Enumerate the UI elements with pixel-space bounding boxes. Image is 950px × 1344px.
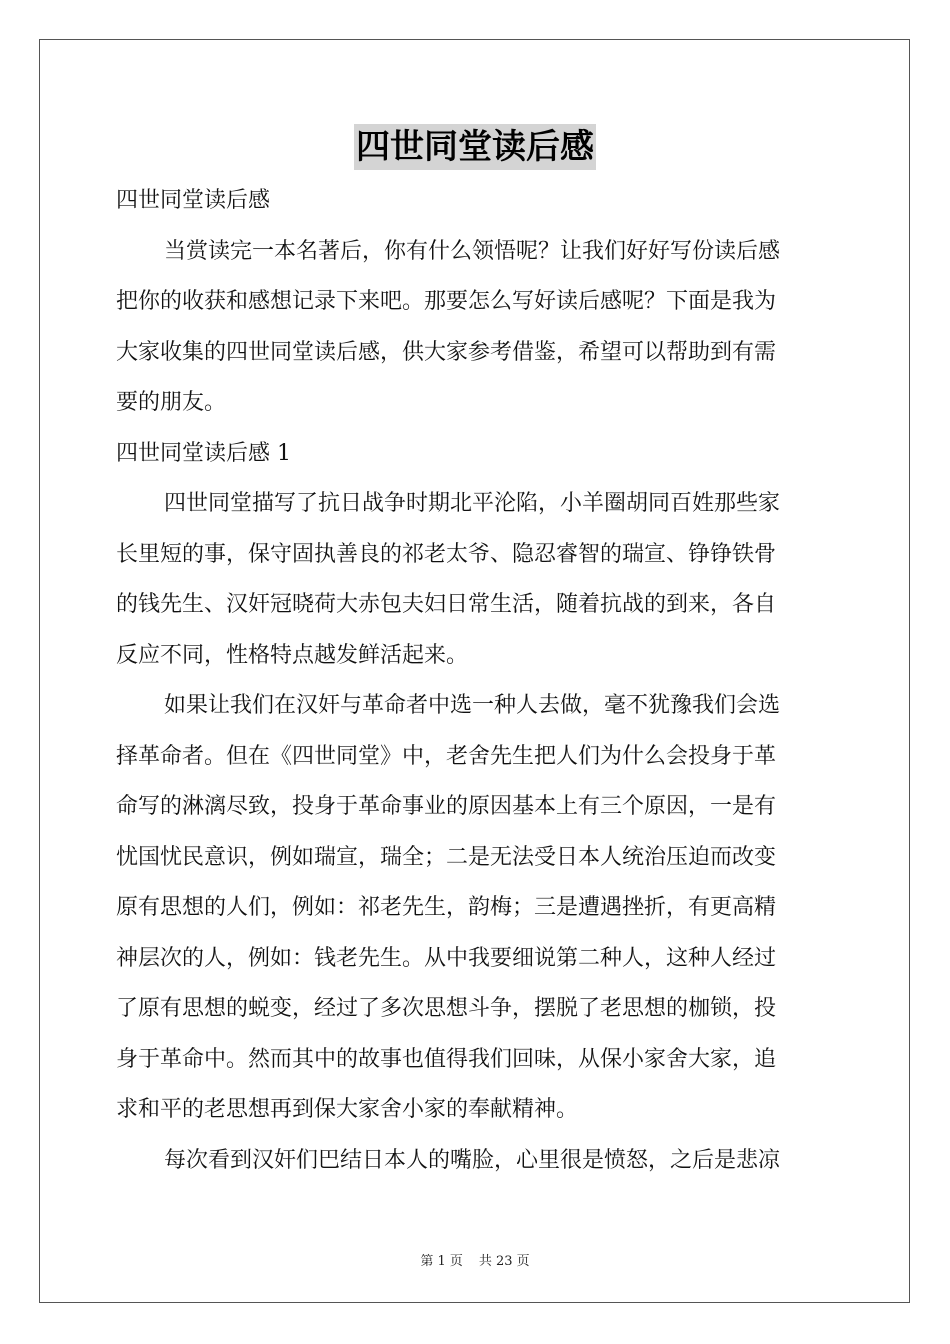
text-line: 了原有思想的蜕变，经过了多次思想斗争，摆脱了老思想的枷锁，投 [116,996,777,1021]
text-line: 大家收集的四世同堂读后感，供大家参考借鉴，希望可以帮助到有需 [116,339,777,365]
document-title: 四世同堂读后感 [354,124,596,170]
text-line: 四世同堂读后感 1 [116,440,291,466]
text-line: 四世同堂读后感 [116,188,271,213]
text-line: 把你的收获和感想记录下来吧。那要怎么写好读后感呢？下面是我为 [116,289,777,314]
text-line: 每次看到汉奸们巴结日本人的嘴脸，心里很是愤怒，之后是悲凉 [164,1147,781,1173]
total-pages: 共 23 页 [478,1254,530,1269]
page-footer [0,1250,950,1269]
text-line: 四世同堂描写了抗日战争时期北平沦陷，小羊圈胡同百姓那些家 [164,491,781,516]
text-line: 命写的淋漓尽致，投身于革命事业的原因基本上有三个原因，一是有 [116,794,777,819]
document-body [116,176,836,1186]
text-line: 当赏读完一本名著后，你有什么领悟呢？让我们好好写份读后感 [164,238,781,264]
text-line: 求和平的老思想再到保大家舍小家的奉献精神。 [116,1097,579,1122]
text-line: 要的朋友。 [116,390,227,415]
text-line: 如果让我们在汉奸与革命者中选一种人去做，毫不犹豫我们会选 [164,693,781,718]
text-line: 反应不同，性格特点越发鲜活起来。 [116,642,469,668]
text-line: 神层次的人，例如：钱老先生。从中我要细说第二种人，这种人经过 [116,945,777,971]
page-number: 第 1 页 [420,1254,463,1269]
text-line: 身于革命中。然而其中的故事也值得我们回味，从保小家舍大家，追 [116,1046,777,1072]
text-line: 原有思想的人们，例如：祁老先生，韵梅；三是遭遇挫折，有更高精 [116,895,777,920]
text-line: 的钱先生、汉奸冠晓荷大赤包夫妇日常生活，随着抗战的到来，各自 [116,592,777,617]
text-line: 择革命者。但在《四世同堂》中，老舍先生把人们为什么会投身于革 [116,743,777,769]
text-line: 忧国忧民意识，例如瑞宣，瑞全；二是无法受日本人统治压迫而改变 [116,844,777,870]
title-container [0,124,950,170]
text-line: 长里短的事，保守固执善良的祁老太爷、隐忍睿智的瑞宣、铮铮铁骨 [116,541,777,567]
